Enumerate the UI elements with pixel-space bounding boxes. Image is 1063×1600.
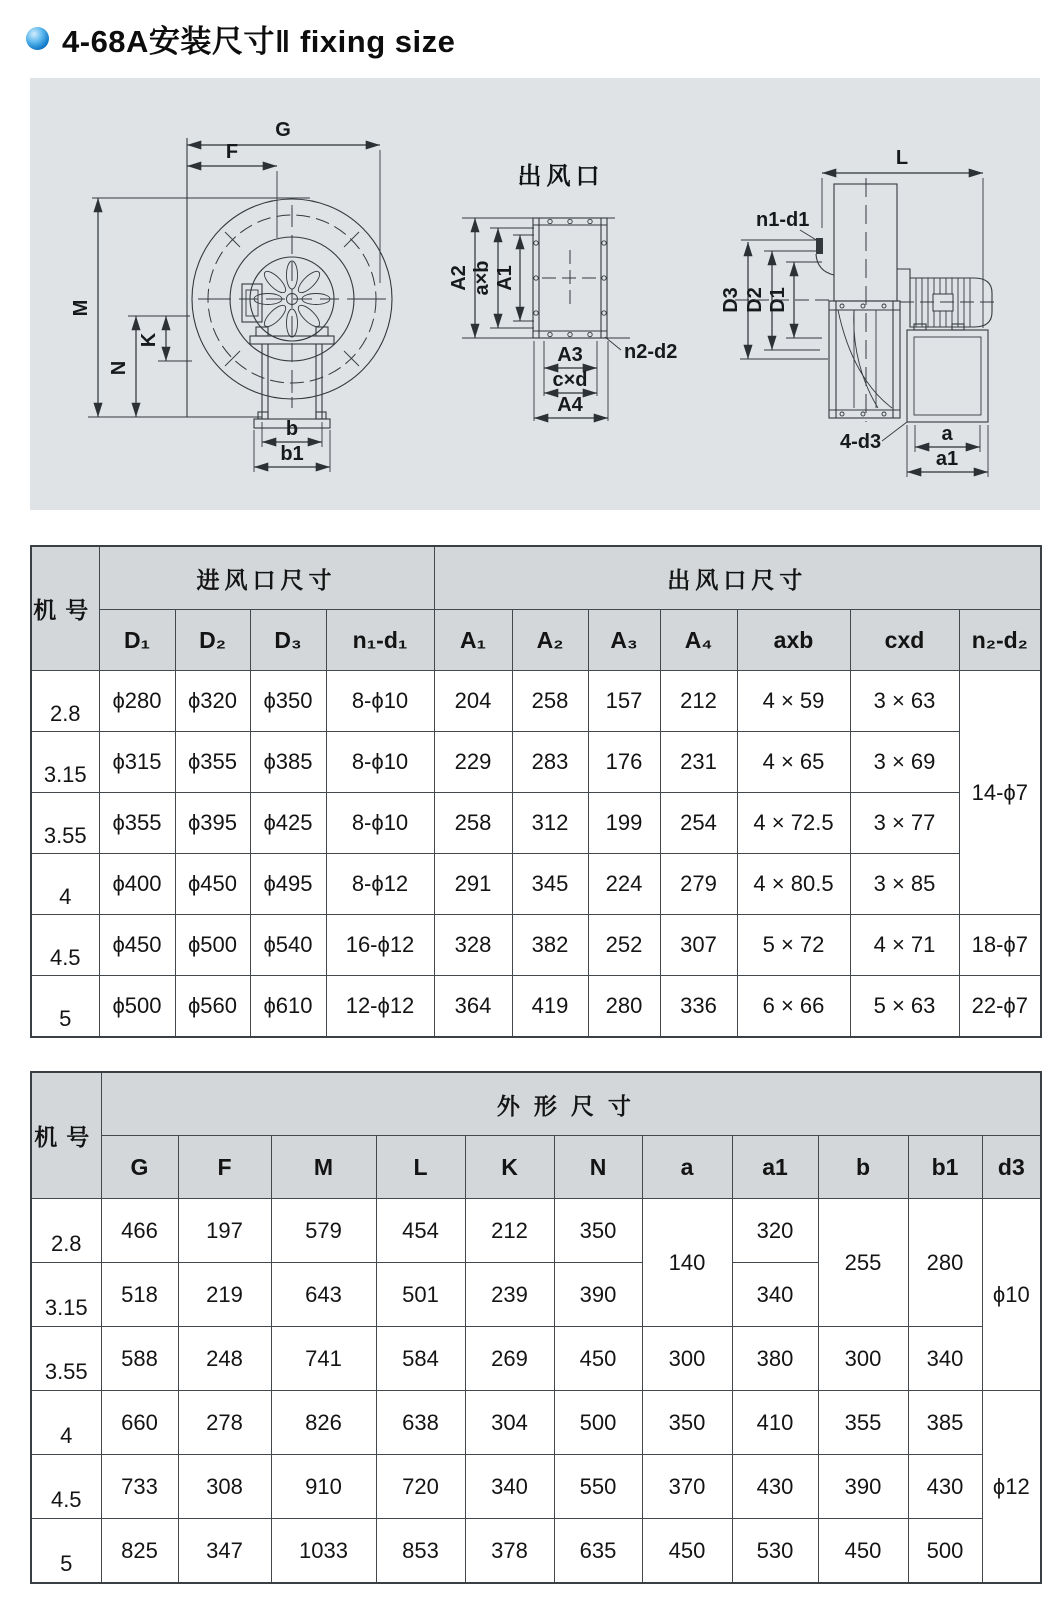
inlet-outlet-size-table	[30, 545, 1042, 1038]
table-cell: 720	[376, 1455, 465, 1519]
table-cell: 340	[465, 1455, 554, 1519]
table2-group: 外形尺寸	[101, 1072, 1041, 1136]
table-cell: 643	[271, 1263, 376, 1327]
table-cell-merged: ϕ12	[982, 1391, 1041, 1584]
table-cell: ϕ315	[99, 732, 175, 793]
table-cell: 12-ϕ12	[326, 976, 434, 1038]
table-cell: 308	[178, 1455, 271, 1519]
model-cell: 2.8	[31, 1199, 101, 1263]
column-header: N	[554, 1136, 642, 1199]
table-cell: 910	[271, 1455, 376, 1519]
bullet-icon	[26, 27, 49, 50]
table-cell: 454	[376, 1199, 465, 1263]
dim-label-k: K	[138, 332, 160, 348]
column-header: A₁	[434, 610, 512, 671]
column-header: a	[642, 1136, 732, 1199]
table-cell: 254	[660, 793, 737, 854]
table-row	[31, 1455, 1041, 1519]
column-header: axb	[737, 610, 850, 671]
table-cell: 3 × 77	[850, 793, 959, 854]
dim-label-g: G	[275, 119, 291, 141]
table-cell: 304	[465, 1391, 554, 1455]
table-cell: 638	[376, 1391, 465, 1455]
model-cell: 5	[31, 1519, 101, 1584]
table-cell: 3 × 63	[850, 671, 959, 732]
table1-group-inlet: 进风口尺寸	[99, 546, 434, 610]
table-cell: 16-ϕ12	[326, 915, 434, 976]
column-header: cxd	[850, 610, 959, 671]
table-cell: 355	[818, 1391, 908, 1455]
table-cell: ϕ395	[175, 793, 250, 854]
table-cell: 390	[554, 1263, 642, 1327]
column-header: A₂	[512, 610, 588, 671]
table-cell: ϕ425	[250, 793, 326, 854]
table-cell: ϕ500	[99, 976, 175, 1038]
model-cell: 4	[31, 1391, 101, 1455]
table-cell: 4 × 71	[850, 915, 959, 976]
table-cell: 239	[465, 1263, 554, 1327]
table-cell: 291	[434, 854, 512, 915]
table-cell: 500	[554, 1391, 642, 1455]
model-cell: 4.5	[31, 1455, 101, 1519]
table-cell-merged: 280	[908, 1199, 982, 1327]
outlet-title: 出风口	[517, 163, 605, 190]
table-cell: 8-ϕ10	[326, 732, 434, 793]
table-cell: 204	[434, 671, 512, 732]
table-cell: 269	[465, 1327, 554, 1391]
table-cell: ϕ350	[250, 671, 326, 732]
table-cell: ϕ280	[99, 671, 175, 732]
drawing-panel	[30, 78, 1040, 510]
table-cell: ϕ355	[175, 732, 250, 793]
dimension-drawing	[30, 78, 1040, 510]
table-row	[31, 1327, 1041, 1391]
table-cell: 430	[908, 1455, 982, 1519]
table-row	[31, 1199, 1041, 1263]
table-cell: 4 × 59	[737, 671, 850, 732]
table-cell: 378	[465, 1519, 554, 1584]
table-cell: ϕ400	[99, 854, 175, 915]
table1-column-header-row	[31, 610, 1041, 671]
table-cell: 1033	[271, 1519, 376, 1584]
table-cell: 530	[732, 1519, 818, 1584]
table-cell: 410	[732, 1391, 818, 1455]
table-cell: 390	[818, 1455, 908, 1519]
dim-label-n2d2: n2-d2	[624, 341, 678, 363]
table-cell: 350	[642, 1391, 732, 1455]
table-cell: 5 × 72	[737, 915, 850, 976]
table-cell: 320	[732, 1199, 818, 1263]
table-cell: 283	[512, 732, 588, 793]
table-cell: 370	[642, 1455, 732, 1519]
dim-label-d2: D2	[744, 287, 766, 313]
table-cell-merged: 140	[642, 1199, 732, 1327]
table1-group-outlet: 出风口尺寸	[434, 546, 1041, 610]
table-cell: 176	[588, 732, 660, 793]
table-cell: 212	[465, 1199, 554, 1263]
dim-label-l: L	[895, 147, 909, 169]
table-cell: 22-ϕ7	[959, 976, 1041, 1038]
column-header: n₂-d₂	[959, 610, 1041, 671]
table-cell: 197	[178, 1199, 271, 1263]
table-cell: 212	[660, 671, 737, 732]
table-cell: 588	[101, 1327, 178, 1391]
table-cell: 733	[101, 1455, 178, 1519]
table-row	[31, 1519, 1041, 1584]
column-header: b1	[908, 1136, 982, 1199]
table-cell: 3 × 85	[850, 854, 959, 915]
column-header: a1	[732, 1136, 818, 1199]
table-row	[31, 854, 1041, 915]
table-cell: ϕ450	[99, 915, 175, 976]
table-cell-merged: 14-ϕ7	[959, 671, 1041, 915]
table-cell-merged: ϕ10	[982, 1199, 1041, 1391]
column-header: d3	[982, 1136, 1041, 1199]
table-cell: 312	[512, 793, 588, 854]
column-header: b	[818, 1136, 908, 1199]
outlet-view	[448, 163, 677, 421]
table-cell: 8-ϕ10	[326, 793, 434, 854]
table-row	[31, 732, 1041, 793]
model-cell: 5	[31, 976, 99, 1038]
table-cell: 252	[588, 915, 660, 976]
table-cell: ϕ540	[250, 915, 326, 976]
table-cell: 258	[512, 671, 588, 732]
table-cell: ϕ610	[250, 976, 326, 1038]
table-cell: 300	[642, 1327, 732, 1391]
table-cell: 4 × 65	[737, 732, 850, 793]
table-cell: 18-ϕ7	[959, 915, 1041, 976]
dim-label-a-side: a	[941, 423, 953, 445]
column-header: A₃	[588, 610, 660, 671]
model-cell: 4	[31, 854, 99, 915]
table-cell: 279	[660, 854, 737, 915]
table-cell: 8-ϕ10	[326, 671, 434, 732]
table-cell: 550	[554, 1455, 642, 1519]
table-row	[31, 976, 1041, 1038]
table-cell: 584	[376, 1327, 465, 1391]
table-cell: 157	[588, 671, 660, 732]
table-cell: 635	[554, 1519, 642, 1584]
table-cell: 8-ϕ12	[326, 854, 434, 915]
table-cell: 350	[554, 1199, 642, 1263]
table-cell: ϕ385	[250, 732, 326, 793]
dim-label-f: F	[225, 141, 239, 163]
dim-label-axb: a×b	[471, 260, 493, 296]
table-cell: 199	[588, 793, 660, 854]
column-header: G	[101, 1136, 178, 1199]
table-cell: 248	[178, 1327, 271, 1391]
table-cell: ϕ320	[175, 671, 250, 732]
table-cell: 328	[434, 915, 512, 976]
table-cell: 278	[178, 1391, 271, 1455]
table-cell: 219	[178, 1263, 271, 1327]
table-cell: 340	[908, 1327, 982, 1391]
overall-size-table	[30, 1071, 1042, 1584]
table-cell: 336	[660, 976, 737, 1038]
table-cell: 300	[818, 1327, 908, 1391]
column-header: L	[376, 1136, 465, 1199]
table-row	[31, 671, 1041, 732]
table-cell: 229	[434, 732, 512, 793]
dim-label-4d3: 4-d3	[840, 431, 882, 453]
column-header: D₂	[175, 610, 250, 671]
table-cell: 3 × 69	[850, 732, 959, 793]
column-header: A₄	[660, 610, 737, 671]
column-header: n₁-d₁	[326, 610, 434, 671]
table-cell: 430	[732, 1455, 818, 1519]
table-row	[31, 793, 1041, 854]
table-cell: 307	[660, 915, 737, 976]
table-cell: 5 × 63	[850, 976, 959, 1038]
table-cell: ϕ450	[175, 854, 250, 915]
table-row	[31, 915, 1041, 976]
dim-label-b1: b1	[280, 443, 304, 465]
table-cell: ϕ500	[175, 915, 250, 976]
table-cell: ϕ355	[99, 793, 175, 854]
table-cell: 347	[178, 1519, 271, 1584]
table-cell: 380	[732, 1327, 818, 1391]
table-cell: 364	[434, 976, 512, 1038]
table-cell: ϕ560	[175, 976, 250, 1038]
dim-label-m: M	[70, 299, 92, 317]
dim-label-a4: A4	[557, 394, 583, 416]
table-cell: 500	[908, 1519, 982, 1584]
table-cell: 660	[101, 1391, 178, 1455]
table-cell: 258	[434, 793, 512, 854]
table-cell: 466	[101, 1199, 178, 1263]
table-cell: 579	[271, 1199, 376, 1263]
model-cell: 3.55	[31, 793, 99, 854]
table2-column-header-row	[31, 1136, 1041, 1199]
column-header: M	[271, 1136, 376, 1199]
column-header: F	[178, 1136, 271, 1199]
dim-label-a1-outlet: A1	[494, 265, 516, 291]
table-cell: 385	[908, 1391, 982, 1455]
dim-label-a1-side: a1	[935, 448, 959, 470]
table-row	[31, 1391, 1041, 1455]
page-header	[26, 16, 455, 61]
dim-label-d1: D1	[767, 287, 789, 313]
dim-label-a3: A3	[557, 344, 583, 366]
model-cell: 2.8	[31, 671, 99, 732]
table-cell: 280	[588, 976, 660, 1038]
table-cell: 501	[376, 1263, 465, 1327]
dim-label-n: N	[108, 360, 130, 376]
table2-group-header-row	[31, 1072, 1041, 1136]
table-cell: 853	[376, 1519, 465, 1584]
column-header: K	[465, 1136, 554, 1199]
table-cell: 4 × 80.5	[737, 854, 850, 915]
dim-label-cxd: c×d	[552, 369, 588, 391]
column-header: D₃	[250, 610, 326, 671]
table-cell: 224	[588, 854, 660, 915]
dim-label-n1d1: n1-d1	[756, 209, 810, 231]
model-cell: 4.5	[31, 915, 99, 976]
table-cell: 826	[271, 1391, 376, 1455]
table-cell: 450	[818, 1519, 908, 1584]
fan-front-view	[70, 119, 392, 472]
dim-label-d3: D3	[720, 287, 742, 313]
table-cell: 450	[554, 1327, 642, 1391]
table-cell: 4 × 72.5	[737, 793, 850, 854]
table2-corner: 机号	[31, 1072, 101, 1199]
table-cell: 6 × 66	[737, 976, 850, 1038]
table-cell: 741	[271, 1327, 376, 1391]
table-cell: 231	[660, 732, 737, 793]
table-cell-merged: 255	[818, 1199, 908, 1327]
table-cell: 382	[512, 915, 588, 976]
table-cell: ϕ495	[250, 854, 326, 915]
table-cell: 825	[101, 1519, 178, 1584]
model-cell: 3.55	[31, 1327, 101, 1391]
dim-label-a2: A2	[448, 265, 470, 291]
table-cell: 419	[512, 976, 588, 1038]
dim-label-b: b	[285, 418, 299, 440]
table1-group-header-row	[31, 546, 1041, 610]
table1-corner: 机号	[31, 546, 99, 671]
table-cell: 345	[512, 854, 588, 915]
side-view	[720, 147, 1000, 477]
model-cell: 3.15	[31, 1263, 101, 1327]
table-cell: 450	[642, 1519, 732, 1584]
column-header: D₁	[99, 610, 175, 671]
table-cell: 340	[732, 1263, 818, 1327]
model-cell: 3.15	[31, 732, 99, 793]
page-title: 4-68A安装尺寸‖ fixing size	[62, 24, 456, 59]
table-cell: 518	[101, 1263, 178, 1327]
